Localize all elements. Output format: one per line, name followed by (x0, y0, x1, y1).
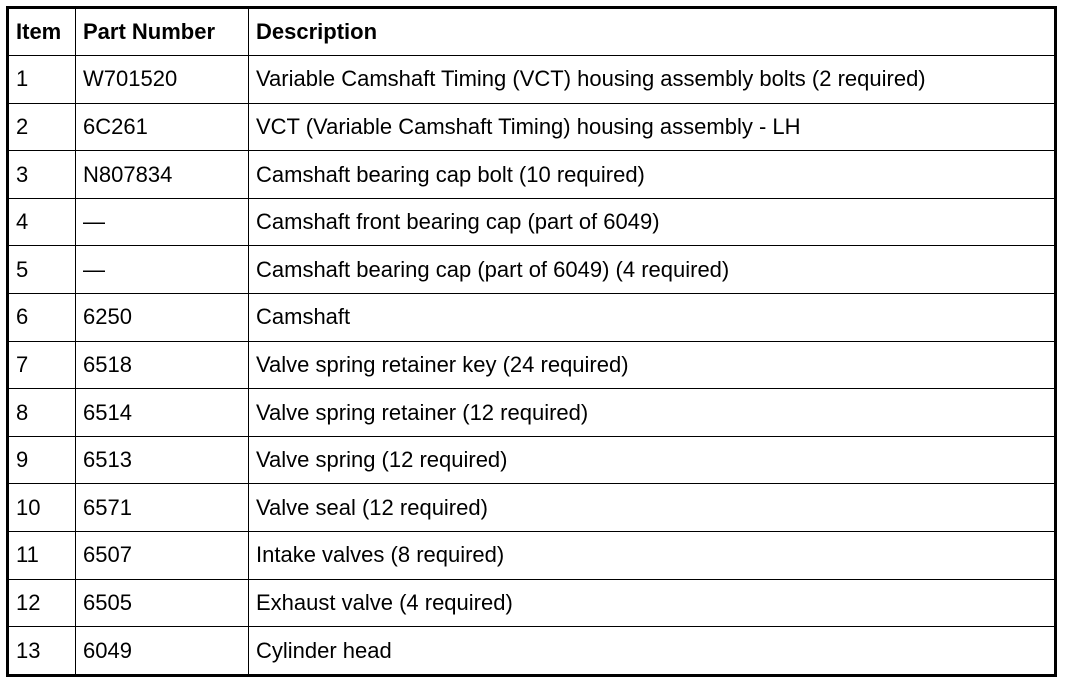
header-item: Item (8, 8, 76, 56)
table-row (8, 151, 1056, 199)
cell-item: 10 (8, 484, 76, 532)
cell-item: 5 (8, 246, 76, 294)
table-row (8, 341, 1056, 389)
table-row (8, 246, 1056, 294)
cell-item: 11 (8, 532, 76, 580)
table-row (8, 198, 1056, 246)
cell-description: Camshaft (249, 294, 1056, 342)
cell-item: 7 (8, 341, 76, 389)
cell-part-number: 6049 (76, 627, 249, 676)
cell-item: 4 (8, 198, 76, 246)
cell-part-number: W701520 (76, 56, 249, 104)
table-row (8, 579, 1056, 627)
table-row (8, 627, 1056, 676)
cell-item: 6 (8, 294, 76, 342)
cell-description: Exhaust valve (4 required) (249, 579, 1056, 627)
cell-description: Intake valves (8 required) (249, 532, 1056, 580)
cell-item: 2 (8, 103, 76, 151)
header-row (8, 8, 1056, 56)
table-body (8, 56, 1056, 676)
table-row (8, 389, 1056, 437)
cell-item: 12 (8, 579, 76, 627)
table-row (8, 56, 1056, 104)
cell-description: Variable Camshaft Timing (VCT) housing assembly bolts (2 required) (249, 56, 1056, 104)
cell-part-number: — (76, 246, 249, 294)
cell-part-number: 6518 (76, 341, 249, 389)
table-row (8, 484, 1056, 532)
table-row (8, 294, 1056, 342)
cell-description: Valve spring retainer (12 required) (249, 389, 1056, 437)
cell-item: 13 (8, 627, 76, 676)
cell-item: 8 (8, 389, 76, 437)
cell-part-number: 6505 (76, 579, 249, 627)
cell-description: Valve spring (12 required) (249, 436, 1056, 484)
parts-table (6, 6, 1057, 677)
cell-part-number: 6514 (76, 389, 249, 437)
cell-description: VCT (Variable Camshaft Timing) housing assembly - LH (249, 103, 1056, 151)
cell-description: Camshaft bearing cap bolt (10 required) (249, 151, 1056, 199)
cell-description: Camshaft bearing cap (part of 6049) (4 required) (249, 246, 1056, 294)
cell-part-number: 6513 (76, 436, 249, 484)
cell-item: 1 (8, 56, 76, 104)
table-row (8, 103, 1056, 151)
cell-description: Cylinder head (249, 627, 1056, 676)
cell-item: 9 (8, 436, 76, 484)
table-header (8, 8, 1056, 56)
cell-part-number: 6571 (76, 484, 249, 532)
header-description: Description (249, 8, 1056, 56)
cell-item: 3 (8, 151, 76, 199)
cell-part-number: 6250 (76, 294, 249, 342)
cell-description: Camshaft front bearing cap (part of 6049) (249, 198, 1056, 246)
table-row (8, 532, 1056, 580)
cell-description: Valve spring retainer key (24 required) (249, 341, 1056, 389)
cell-part-number: — (76, 198, 249, 246)
cell-part-number: 6507 (76, 532, 249, 580)
header-part-number: Part Number (76, 8, 249, 56)
cell-part-number: 6C261 (76, 103, 249, 151)
table-row (8, 436, 1056, 484)
cell-description: Valve seal (12 required) (249, 484, 1056, 532)
cell-part-number: N807834 (76, 151, 249, 199)
